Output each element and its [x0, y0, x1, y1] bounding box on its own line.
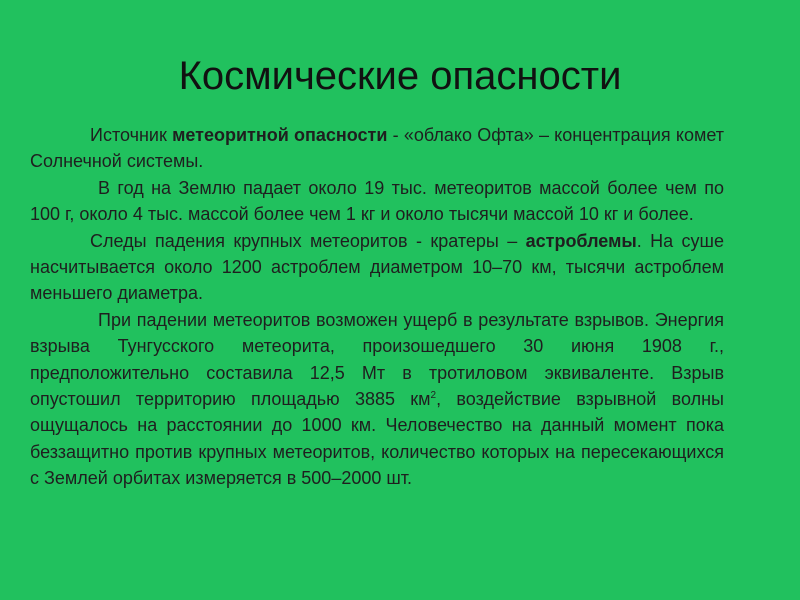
text-run: . На суше насчитывается около 1200 астроблем диаметром 10–70 км, тысячи астроблем меньшего диаметра.	[30, 230, 724, 304]
text-run: В год на Землю падает около 19 тыс. метеоритов массой более чем по 100 г, около 4 тыс. массой более чем 1 кг и около тысячи массой 10 кг и более.	[30, 177, 724, 225]
paragraph-tunguska	[30, 307, 724, 492]
text-run: Источник	[90, 125, 173, 145]
paragraph-meteorite-source	[30, 122, 724, 175]
bold-term-astroblemes: астроблемы	[525, 230, 637, 251]
text-run: - «облако Офта» – концентрация комет Солнечной системы.	[30, 125, 724, 172]
superscript-squared: 2	[430, 390, 437, 402]
paragraph-yearly-fall	[30, 175, 724, 228]
text-run: При падении метеоритов возможен ущерб в результате взрывов. Энергия взрыва Тунгусского метеорита, произошедшего 30 июня 1908 г., предположительно составила 12,5 Мт в тротиловом эквиваленте. Взрыв опустошил территорию площадью 3885 км	[30, 309, 724, 410]
text-run: Следы падения крупных метеоритов - кратеры –	[90, 230, 526, 251]
bold-term-meteorite-danger: метеоритной опасности	[172, 125, 388, 145]
slide-body	[30, 122, 724, 492]
slide-title: Космические опасности	[178, 54, 622, 98]
paragraph-astroblemes	[30, 228, 724, 307]
text-run: , воздействие взрывной волны ощущалось на расстоянии до 1000 км. Человечество на данный момент пока беззащитно против крупных метеоритов, количество которых на пересекающихся с Землей орбитах измеряется в 500–2000 шт.	[30, 389, 724, 489]
